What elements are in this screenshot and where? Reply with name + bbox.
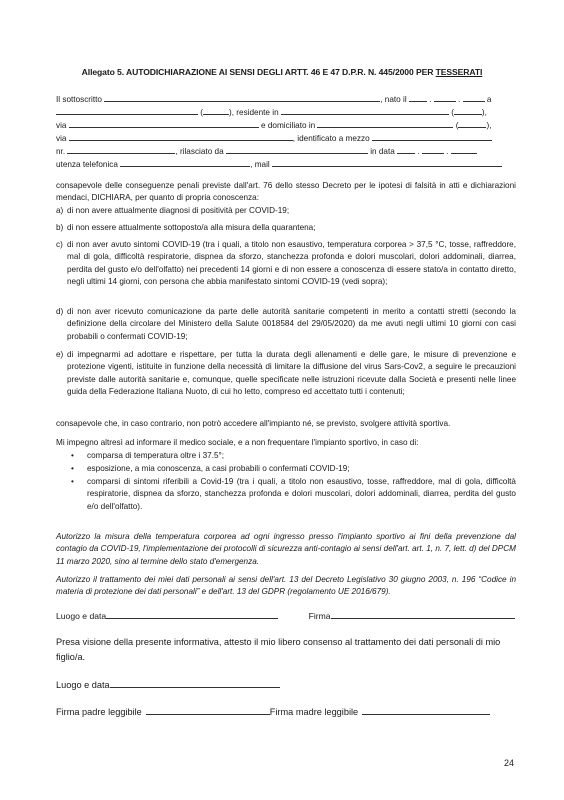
bullet-item: • esposizione, a mia conoscenza, a casi probabili o confermati COVID-19; xyxy=(56,463,516,475)
form-line-domicile: via e domiciliato in ( ), xyxy=(56,121,492,130)
consent-paragraph: Presa visione della presente informativa, attesto il mio libero consenso al trattamento dei dati personali di mio figlio/a. xyxy=(56,637,501,662)
bullet-item: • comparsa di temperatura oltre i 37.5°; xyxy=(56,450,516,462)
mother-signature-field[interactable] xyxy=(362,706,490,715)
residence-province-field[interactable] xyxy=(454,106,482,115)
page-number: 24 xyxy=(503,758,514,768)
signature-row-1: Luogo e data Firma xyxy=(56,610,511,622)
name-field[interactable] xyxy=(104,93,380,102)
domicile-street-field[interactable] xyxy=(69,132,293,141)
authorization-temperature: Autorizzo la misura della temperatura corporea ad ogni ingresso presso l'impianto sportivo ai fini della prevenzione dal contagio da COVID-19, l'implementazione dei protocolli di sicurezza anti-contagio ai sensi dell'art. art. 1, n. 7, lett. d) del DPCM 11 marzo 2020, sino al termine dello stato d'emergenza. xyxy=(56,532,516,566)
bullet-icon: • xyxy=(71,477,74,486)
phone-field[interactable] xyxy=(120,158,250,167)
consapevole-paragraph: consapevole che, in caso contrario, non potrò accedere all'impianto né, se previsto, svolgere attività sportiva. xyxy=(56,419,451,428)
bullet-item: • comparsi di sintomi riferibili a Covid-19 (tra i quali, a titolo non esaustivo, tosse, raffreddore, mal di gola, difficoltà respiratorie, dispnea da sforzo, stanchezza profonda e dolori muscolari, dolori addominali, diarrea, perdita del gusto e/o dell'olfatto). xyxy=(71,477,516,511)
birth-province-field[interactable] xyxy=(203,106,229,115)
domicile-province-field[interactable] xyxy=(458,119,486,128)
issue-year-field[interactable] xyxy=(451,145,477,154)
issue-month-field[interactable] xyxy=(422,145,444,154)
signature-field[interactable] xyxy=(331,610,515,619)
document-number-field[interactable] xyxy=(67,145,175,154)
place-date-field[interactable] xyxy=(106,610,278,619)
intro-paragraph: consapevole delle conseguenze penali previste dall'art. 76 dello stesso Decreto per le ipotesi di falsità in atti e dichiarazioni mendaci, DICHIARA, per quanto di propria conoscenza: xyxy=(56,181,516,203)
declaration-item-b: b) di non essere attualmente sottoposto/a alla misura della quarantena; xyxy=(56,223,316,232)
issue-day-field[interactable] xyxy=(397,145,415,154)
signature-row-2: Luogo e data xyxy=(56,679,511,691)
birth-year-field[interactable] xyxy=(463,93,485,102)
birth-month-field[interactable] xyxy=(434,93,456,102)
authorization-privacy: Autorizzo il trattamento dei miei dati personali ai sensi dell'art. 13 del Decreto Legislativo 30 giugno 2003, n. 196 “Codice in materia di protezione dei dati personali” e dell'art. 13 del GDPR (regolamento UE 2016/679). xyxy=(56,575,516,597)
residence-city-field[interactable] xyxy=(281,106,449,115)
domicile-city-field[interactable] xyxy=(317,119,453,128)
birthplace-field[interactable] xyxy=(56,106,198,115)
place-date-field-2[interactable] xyxy=(110,679,280,688)
bullet-icon: • xyxy=(71,464,74,473)
residence-street-field[interactable] xyxy=(69,119,259,128)
id-document-field[interactable] xyxy=(372,132,492,141)
declaration-item-d: d) di non aver ricevuto comunicazione da parte delle autorità sanitarie competenti in merito a contatti stretti (secondo la definizione della circolare del Ministero della Salute 0018584 del 29/05/2020) da me avuti negli ultimi 10 giorni con casi probabili o confermati COVID-19; xyxy=(56,307,516,341)
document-title: Allegato 5. AUTODICHIARAZIONE AI SENSI DEGLI ARTT. 46 E 47 D.P.R. N. 445/2000 PER TESSERATI xyxy=(81,67,483,77)
form-line-name: Il sottoscritto , nato il . . a xyxy=(56,95,492,104)
bullet-icon: • xyxy=(71,451,74,460)
declaration-item-c: c) di non aver avuto sintomi COVID-19 (tra i quali, a titolo non esaustivo, temperatura corporea > 37,5 °C, tosse, raffreddore, mal di gola, difficoltà respiratorie, dispnea da sforzo, stanchezza profonda e dolori muscolari, dolori addominali, diarrea, perdita del gusto e/o dell'olfatto) nei precedenti 14 giorni e di non essere a conoscenza di essere stato/a in contatto diretto, negli ultimi 14 giorni, con persona che abbia manifestato sintomi COVID-19 (vedi sopra); xyxy=(56,240,516,287)
father-signature-field[interactable] xyxy=(146,706,270,715)
form-line-document: nr. , rilasciato da in data . . xyxy=(56,145,511,158)
birth-day-field[interactable] xyxy=(409,93,427,102)
form-line-contacts: utenza telefonica , mail xyxy=(56,158,511,171)
declaration-item-e: e) di impegnarmi ad adottare e rispettare, per tutta la durata degli allenamenti e delle gare, le misure di prevenzione e protezione vigenti, istituite in funzione della necessità di limitare la diffusione del virus Sars-Cov2, a seguire le precauzioni previste dalle autorità sanitarie e, comunque, quelle specificate nelle istruzioni ricevute dalla Società e presenti nelle linee guida della Federazione Italiana Nuoto, di cui ho letto, compreso ed accettato tutti i contenuti; xyxy=(56,350,516,397)
form-line-identification: via , identificato a mezzo xyxy=(56,132,511,145)
email-field[interactable] xyxy=(272,158,502,167)
declaration-item-a: a) di non avere attualmente diagnosi di positività per COVID-19; xyxy=(56,206,290,215)
form-line-residence: ( ), residente in ( ), xyxy=(56,106,511,119)
impegno-paragraph: Mi impegno altresì ad informare il medico sociale, e a non frequentare l'impianto sportivo, in caso di: xyxy=(56,438,419,447)
signature-row-3: Firma padre leggibile Firma madre leggibile xyxy=(56,706,511,718)
issued-by-field[interactable] xyxy=(226,145,368,154)
